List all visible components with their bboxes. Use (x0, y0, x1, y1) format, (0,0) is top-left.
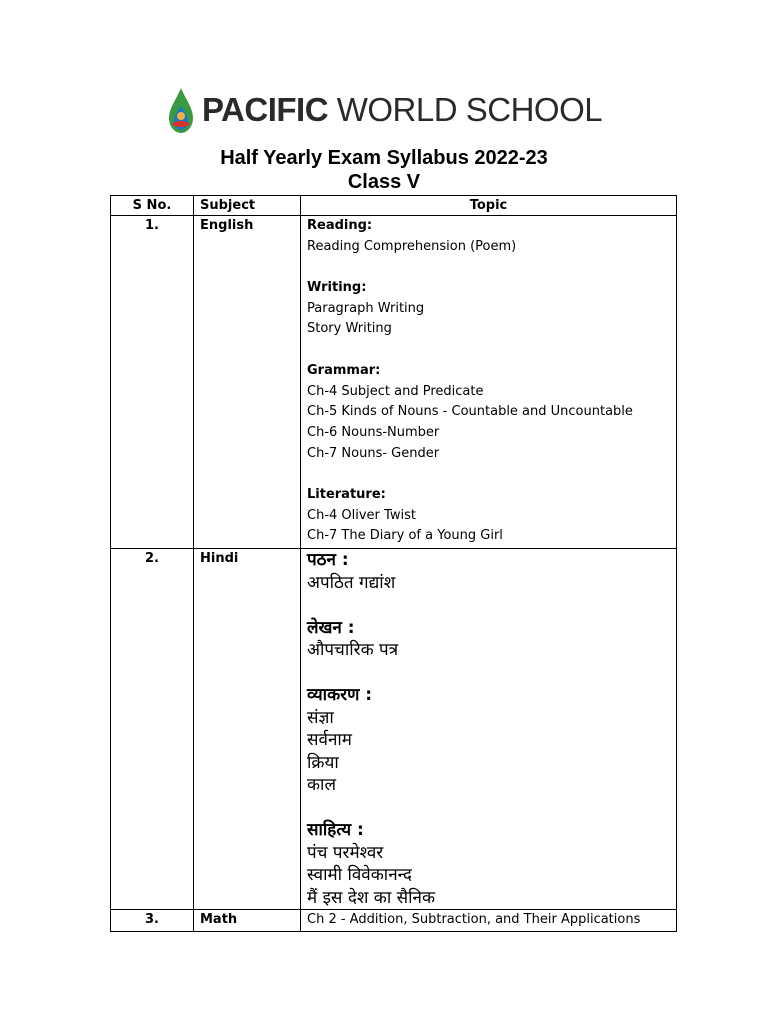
topic-item: Paragraph Writing (307, 300, 425, 316)
topic-item: Ch-7 The Diary of a Young Girl (307, 528, 503, 544)
header-topic: Topic (301, 196, 677, 216)
topic-item: Ch-6 Nouns-Number (307, 424, 440, 440)
topic-item: अपठित गद्यांश (307, 572, 396, 593)
topic-item: Reading Comprehension (Poem) (307, 238, 517, 254)
syllabus-table (110, 195, 677, 932)
logo-regular-text: WORLD SCHOOL (328, 91, 603, 128)
row-topic: Ch 2 - Addition, Subtraction, and Their Applications (301, 910, 677, 932)
topic-item: सर्वनाम (307, 730, 352, 750)
topic-item: स्वामी विवेकानन्द (307, 865, 412, 885)
topic-item: पंच परमेश्वर (307, 842, 384, 863)
topic-item: Story Writing (307, 321, 392, 337)
section-heading: Literature: (307, 486, 386, 502)
row-topic (301, 216, 677, 549)
topic-item: Ch-4 Subject and Predicate (307, 383, 484, 399)
page-title: Half Yearly Exam Syllabus 2022-23 (220, 147, 548, 169)
header-subject: Subject (194, 196, 301, 216)
section-heading: पठन : (307, 550, 349, 570)
section-heading: Reading: (307, 218, 373, 233)
section-heading: Grammar: (307, 362, 381, 378)
topic-item: Ch-7 Nouns- Gender (307, 445, 440, 461)
topic-item: मैं इस देश का सैनिक (307, 887, 436, 908)
logo-wordmark (202, 88, 602, 132)
header-sno: S No. (111, 196, 194, 216)
row-sno: 2. (111, 549, 194, 910)
topic-item: काल (307, 775, 336, 795)
section-heading: साहित्य : (307, 820, 364, 840)
class-subtitle: Class V (347, 171, 421, 193)
table-row (111, 216, 677, 549)
table-row (111, 910, 677, 932)
school-logo (166, 86, 616, 138)
topic-item: संज्ञा (307, 707, 334, 728)
table-header-row (111, 196, 677, 216)
row-sno: 1. (111, 216, 194, 549)
section-heading: Writing: (307, 280, 367, 296)
row-sno: 3. (111, 910, 194, 932)
logo-bold-text: PACIFIC (202, 91, 329, 128)
topic-item: Ch-5 Kinds of Nouns - Countable and Uncountable (307, 404, 633, 420)
row-topic (301, 549, 677, 910)
row-subject: Hindi (194, 549, 301, 910)
row-subject: Math (194, 910, 301, 932)
topic-item: औपचारिक पत्र (307, 640, 399, 660)
topic-item: Ch-4 Oliver Twist (307, 507, 416, 523)
section-heading: लेखन : (307, 617, 355, 638)
row-subject: English (194, 216, 301, 549)
table-row (111, 549, 677, 910)
section-heading: व्याकरण : (307, 685, 373, 705)
topic-item: क्रिया (307, 752, 339, 773)
drop-leaf-icon (166, 86, 198, 138)
